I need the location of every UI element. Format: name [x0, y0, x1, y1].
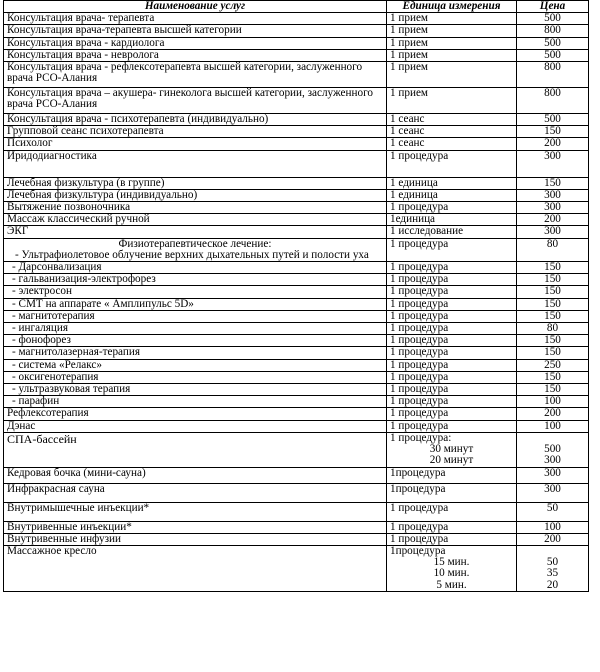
chair-price-5: 20: [546, 578, 559, 591]
table-row: [4, 214, 589, 226]
table-row: [4, 521, 589, 533]
header-service: Наименование услуг: [4, 1, 387, 13]
service-price: 200: [517, 408, 589, 420]
table-row: [4, 226, 589, 238]
table-row: [4, 13, 589, 25]
service-name: Вытяжение позвоночника: [4, 202, 387, 214]
service-price: 150: [517, 310, 589, 322]
spa-row: [4, 432, 589, 467]
service-unit: 1 процедура: [387, 202, 517, 214]
table-row: [4, 189, 589, 201]
service-name: Психолог: [4, 138, 387, 150]
chair-duration-10: 10 мин.: [433, 567, 470, 580]
service-price: 150: [517, 371, 589, 383]
service-price: 300: [517, 467, 589, 483]
service-price: 150: [517, 298, 589, 310]
service-price: 100: [517, 396, 589, 408]
service-unit: 1 процедура: [387, 420, 517, 432]
table-row: [4, 420, 589, 432]
service-price: 80: [517, 323, 589, 335]
service-price: [517, 432, 589, 467]
service-price: 500: [517, 37, 589, 49]
service-price: 150: [517, 177, 589, 189]
service-name: Консультация врача- терапевта: [4, 13, 387, 25]
table-row: [4, 384, 589, 396]
service-price: 150: [517, 347, 589, 359]
service-unit: 1 процедура: [387, 298, 517, 310]
table-row: [4, 347, 589, 359]
service-name: - парафин: [4, 396, 387, 408]
service-name: Рефлексотерапия: [4, 408, 387, 420]
service-unit: 1 прием: [387, 49, 517, 61]
service-unit: [387, 432, 517, 467]
table-header-row: [4, 1, 589, 13]
table-row: [4, 396, 589, 408]
table-row: [4, 467, 589, 483]
service-price: 300: [517, 150, 589, 177]
physio-header: Физиотерапевтическое лечение:: [118, 238, 272, 250]
service-name: Внутримышечные инъекции*: [4, 502, 387, 521]
service-unit: 1единица: [387, 214, 517, 226]
service-unit: 1 процедура: [387, 396, 517, 408]
service-unit: 1 сеанс: [387, 114, 517, 126]
service-name: - гальванизация-электрофорез: [4, 274, 387, 286]
spa-duration-20: 20 минут: [429, 454, 474, 467]
table-row: [4, 150, 589, 177]
service-name: - ингаляция: [4, 323, 387, 335]
service-name: СПА-бассейн: [4, 432, 387, 467]
service-price: 150: [517, 274, 589, 286]
service-unit: 1 прием: [387, 62, 517, 88]
service-price: 200: [517, 214, 589, 226]
table-row: [4, 298, 589, 310]
service-name: - магнитолазерная-терапия: [4, 347, 387, 359]
table-row: [4, 323, 589, 335]
table-row: [4, 262, 589, 274]
massage-chair-row: [4, 545, 589, 591]
service-unit: 1 прием: [387, 25, 517, 37]
service-price: 200: [517, 138, 589, 150]
service-unit: 1 исследование: [387, 226, 517, 238]
service-price: 500: [517, 114, 589, 126]
service-unit: 1 процедура: [387, 286, 517, 298]
table-row: [4, 483, 589, 502]
service-price: 300: [517, 202, 589, 214]
service-unit: 1 сеанс: [387, 138, 517, 150]
service-price: 500: [517, 49, 589, 61]
table-row: [4, 274, 589, 286]
table-row: [4, 49, 589, 61]
service-unit: 1процедура: [387, 467, 517, 483]
service-unit: 1 единица: [387, 177, 517, 189]
table-row: [4, 202, 589, 214]
table-row: [4, 371, 589, 383]
service-price: 300: [517, 189, 589, 201]
chair-unit: 1процедура: [390, 545, 446, 557]
service-name: - фонофорез: [4, 335, 387, 347]
service-name: Лечебная физкультура (в группе): [4, 177, 387, 189]
table-row: [4, 335, 589, 347]
spa-unit: 1 процедура:: [390, 432, 452, 444]
service-name: Внутривенные инфузии: [4, 533, 387, 545]
service-unit: 1 процедура: [387, 335, 517, 347]
service-name: Массажное кресло: [4, 545, 387, 591]
service-name: Консультация врача - кардиолога: [4, 37, 387, 49]
service-unit: 1 процедура: [387, 408, 517, 420]
service-price: [517, 545, 589, 591]
table-row: [4, 177, 589, 189]
service-unit: 1 процедура: [387, 347, 517, 359]
service-unit: 1 процедура: [387, 262, 517, 274]
chair-price-15: 50: [546, 556, 559, 569]
spa-duration-30: 30 минут: [429, 443, 474, 456]
table-row: [4, 126, 589, 138]
physio-cell: [4, 238, 387, 261]
chair-duration-5: 5 мин.: [436, 578, 467, 591]
service-name: Дэнас: [4, 420, 387, 432]
service-unit: 1 процедура: [387, 359, 517, 371]
service-unit: 1 процедура: [387, 274, 517, 286]
service-name: - СМТ на аппарате « Амплипульс 5D»: [4, 298, 387, 310]
service-unit: 1 сеанс: [387, 126, 517, 138]
service-name: - электросон: [4, 286, 387, 298]
service-unit: 1 процедура: [387, 384, 517, 396]
service-unit: 1 прием: [387, 88, 517, 114]
service-name: - оксигенотерапия: [4, 371, 387, 383]
service-unit: 1 прием: [387, 13, 517, 25]
table-row: [4, 114, 589, 126]
service-price: 50: [517, 502, 589, 521]
service-name: Групповой сеанс психотерапевта: [4, 126, 387, 138]
service-name: Кедровая бочка (мини-сауна): [4, 467, 387, 483]
table-row: [4, 138, 589, 150]
service-price: 150: [517, 335, 589, 347]
header-price: Цена: [517, 1, 589, 13]
service-unit: 1 процедура: [387, 323, 517, 335]
table-row: [4, 37, 589, 49]
service-name: Консультация врача - невролога: [4, 49, 387, 61]
service-price: 200: [517, 533, 589, 545]
service-unit: 1 процедура: [387, 533, 517, 545]
service-price: 80: [517, 238, 589, 261]
table-row: [4, 359, 589, 371]
service-name: Консультация врача-терапевта высшей категории: [4, 25, 387, 37]
table-row: [4, 533, 589, 545]
service-unit: 1 процедура: [387, 150, 517, 177]
table-row: [4, 286, 589, 298]
service-name: Инфракрасная сауна: [4, 483, 387, 502]
service-name: - магнитотерапия: [4, 310, 387, 322]
spa-price-20: 300: [544, 454, 561, 467]
service-name: Иридодиагностика: [4, 150, 387, 177]
table-row: [4, 25, 589, 37]
service-price: 800: [517, 62, 589, 88]
service-name: Лечебная физкультура (индивидуально): [4, 189, 387, 201]
service-price: 100: [517, 521, 589, 533]
header-unit: Единица измерения: [387, 1, 517, 13]
table-row: [4, 502, 589, 521]
service-price: 100: [517, 420, 589, 432]
service-unit: 1 процедура: [387, 521, 517, 533]
table-row: [4, 310, 589, 322]
service-unit: 1 процедура: [387, 371, 517, 383]
service-name: ЭКГ: [4, 226, 387, 238]
service-unit: 1процедура: [387, 483, 517, 502]
service-price: 800: [517, 25, 589, 37]
service-price: 150: [517, 126, 589, 138]
service-unit: 1 процедура: [387, 310, 517, 322]
chair-price-10: 35: [546, 567, 559, 580]
table-row: [4, 408, 589, 420]
service-price: 150: [517, 262, 589, 274]
service-price: 150: [517, 286, 589, 298]
service-unit: 1 процедура: [387, 238, 517, 261]
service-name: - ультразвуковая терапия: [4, 384, 387, 396]
service-price: 150: [517, 384, 589, 396]
service-name: - Ультрафиолетовое облучение верхних дыхательных путей и полости уха: [15, 248, 369, 261]
chair-duration-15: 15 мин.: [433, 556, 470, 569]
service-price: 250: [517, 359, 589, 371]
service-name: Консультация врача - психотерапевта (индивидуально): [4, 114, 387, 126]
service-name: Консультация врача - рефлексотерапевта высшей категории, заслуженного врача РСО-Алания: [4, 62, 387, 88]
service-unit: 1 прием: [387, 37, 517, 49]
physio-section-row: [4, 238, 589, 261]
service-name: - Дарсонвализация: [4, 262, 387, 274]
service-price: 800: [517, 88, 589, 114]
spa-price-30: 500: [544, 443, 561, 456]
service-price: 300: [517, 226, 589, 238]
service-unit: 1 единица: [387, 189, 517, 201]
service-price: 500: [517, 13, 589, 25]
price-list-table: [3, 0, 589, 592]
service-name: Массаж классический ручной: [4, 214, 387, 226]
service-name: Консультация врача – акушера- гинеколога высшей категории, заслуженного врача РСО-Алания: [4, 88, 387, 114]
service-price: 300: [517, 483, 589, 502]
service-unit: 1 процедура: [387, 502, 517, 521]
service-unit: [387, 545, 517, 591]
table-row: [4, 62, 589, 88]
service-name: - система «Релакс»: [4, 359, 387, 371]
table-row: [4, 88, 589, 114]
service-name: Внутривенные инъекции*: [4, 521, 387, 533]
